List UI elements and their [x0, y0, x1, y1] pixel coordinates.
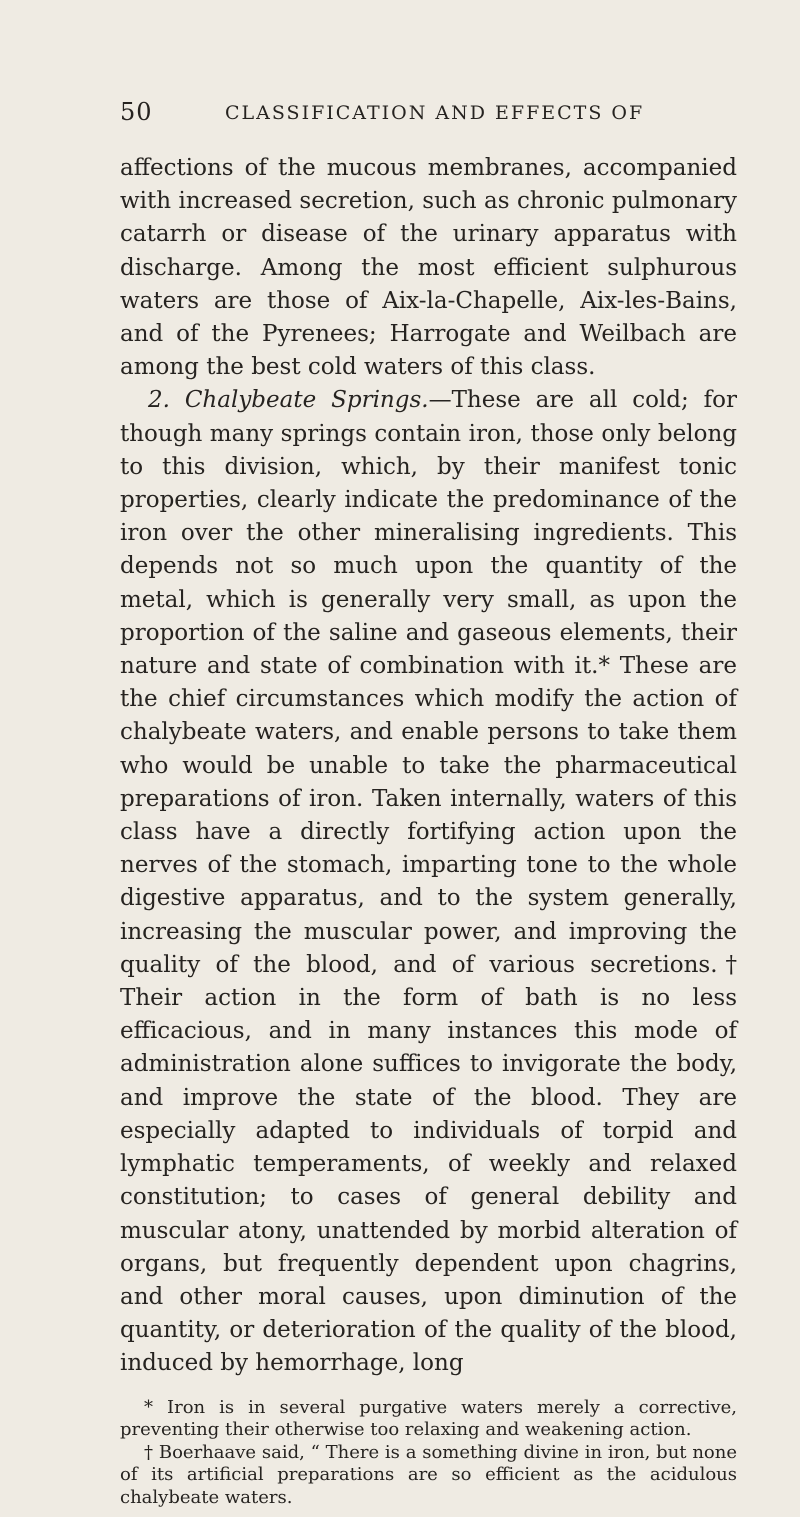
- body-text: [120, 152, 737, 1381]
- running-title: CLASSIFICATION AND EFFECTS OF: [225, 102, 645, 124]
- paragraph-chalybeate-springs: [120, 384, 737, 1380]
- footnotes: [120, 1397, 737, 1510]
- page-number: 50: [120, 98, 153, 126]
- paragraph-sulphurous-continuation: affections of the mucous membranes, accompanied with increased secretion, such as chronic pulmonary catarrh or disease of the urinary apparatus with discharge. Among the most efficient sulphurous waters are those of Aix-la-Chapelle, Aix-les-Bains, and of the Pyrenees; Harrogate and Weilbach are among the best cold waters of this class.: [120, 155, 737, 381]
- page-header: [120, 98, 737, 136]
- section-heading-chalybeate: 2. Chalybeate Springs.: [148, 387, 429, 414]
- paragraph-chalybeate-text: —These are all cold; for though many springs contain iron, those only belong to this division, which, by their manifest tonic properties, clearly indicate the predominance of the iron over the other mineralising ingredients. This depends not so much upon the quantity of the metal, which is generally very small, as upon the proportion of the saline and gaseous elements, their nature and state of combination with it.* These are the chief circumstances which modify the action of chalybeate waters, and enable persons to take them who would be unable to take the pharmaceutical preparations of iron. Taken internally, waters of this class have a directly fortifying action upon the nerves of the stomach, imparting tone to the whole digestive apparatus, and to the system generally, increasing the muscular power, and improving the quality of the blood, and of various secretions.† Their action in the form of bath is no less efficacious, and in many instances this mode of administration alone suffices to invigorate the body, and improve the state of the blood. They are especially adapted to individuals of torpid and lymphatic temperaments, of weekly and relaxed constitution; to cases of general debility and muscular atony, unattended by morbid alteration of organs, but frequently dependent upon chagrins, and other moral causes, upon diminution of the quantity, or deterioration of the quality of the blood, induced by hemorrhage, long: [120, 387, 738, 1377]
- footnote-dagger: † Boerhaave said, “ There is a something divine in iron, but none of its artificial preparations are so efficient as the acidulous chalybeate waters.: [120, 1441, 737, 1508]
- footnote-asterisk: * Iron is in several purgative waters merely a corrective, preventing their otherwise too relaxing and weakening action.: [120, 1396, 737, 1441]
- book-page: [0, 98, 800, 1517]
